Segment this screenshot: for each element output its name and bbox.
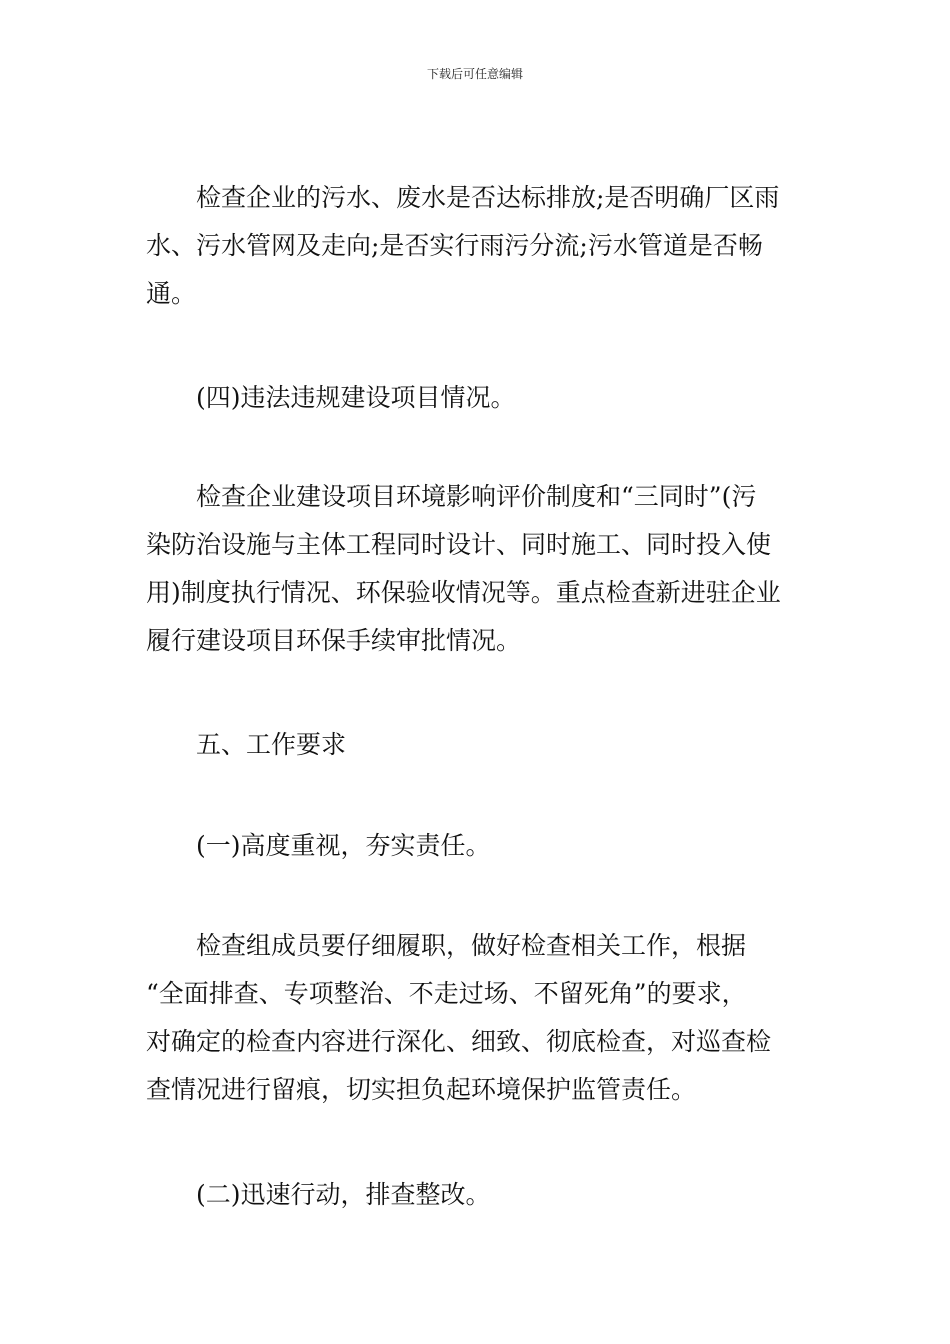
paragraph-line: 检查企业的污水、废水是否达标排放;是否明确厂区雨 (196, 183, 780, 212)
paragraph-line: 对确定的检查内容进行深化、细致、彻底检查，对巡查检 (146, 1027, 772, 1056)
paragraph-sewage-check (146, 174, 806, 318)
subsection-heading-1 (146, 822, 806, 870)
paragraph-construction-check (146, 473, 806, 665)
heading-text: (一)高度重视，夯实责任。 (196, 831, 491, 860)
page-header: 下载后可任意编辑 (426, 67, 523, 81)
paragraph-line: 染防治设施与主体工程同时设计、同时施工、同时投入使 (146, 530, 772, 559)
heading-text: (四)违法违规建设项目情况。 (196, 383, 516, 412)
paragraph-line: 查情况进行留痕，切实担负起环境保护监管责任。 (146, 1075, 697, 1104)
paragraph-line: “全面排查、专项整治、不走过场、不留死角”的要求， (146, 979, 747, 1008)
paragraph-inspection-duty (146, 922, 806, 1114)
heading-text: 五、工作要求 (196, 730, 347, 759)
section-heading-5 (146, 721, 806, 769)
paragraph-line: 用)制度执行情况、环保验收情况等。重点检查新进驻企业 (146, 578, 781, 607)
paragraph-line: 水、污水管网及走向;是否实行雨污分流;污水管道是否畅 (146, 231, 763, 260)
paragraph-line: 履行建设项目环保手续审批情况。 (146, 626, 522, 655)
subsection-heading-2 (146, 1171, 806, 1219)
heading-text: (二)迅速行动，排查整改。 (196, 1180, 491, 1209)
paragraph-line: 检查企业建设项目环境影响评价制度和“三同时”(污 (196, 482, 757, 511)
section-heading-4 (146, 374, 806, 422)
paragraph-line: 检查组成员要仔细履职，做好检查相关工作，根据 (196, 931, 747, 960)
paragraph-line: 通。 (146, 279, 197, 308)
